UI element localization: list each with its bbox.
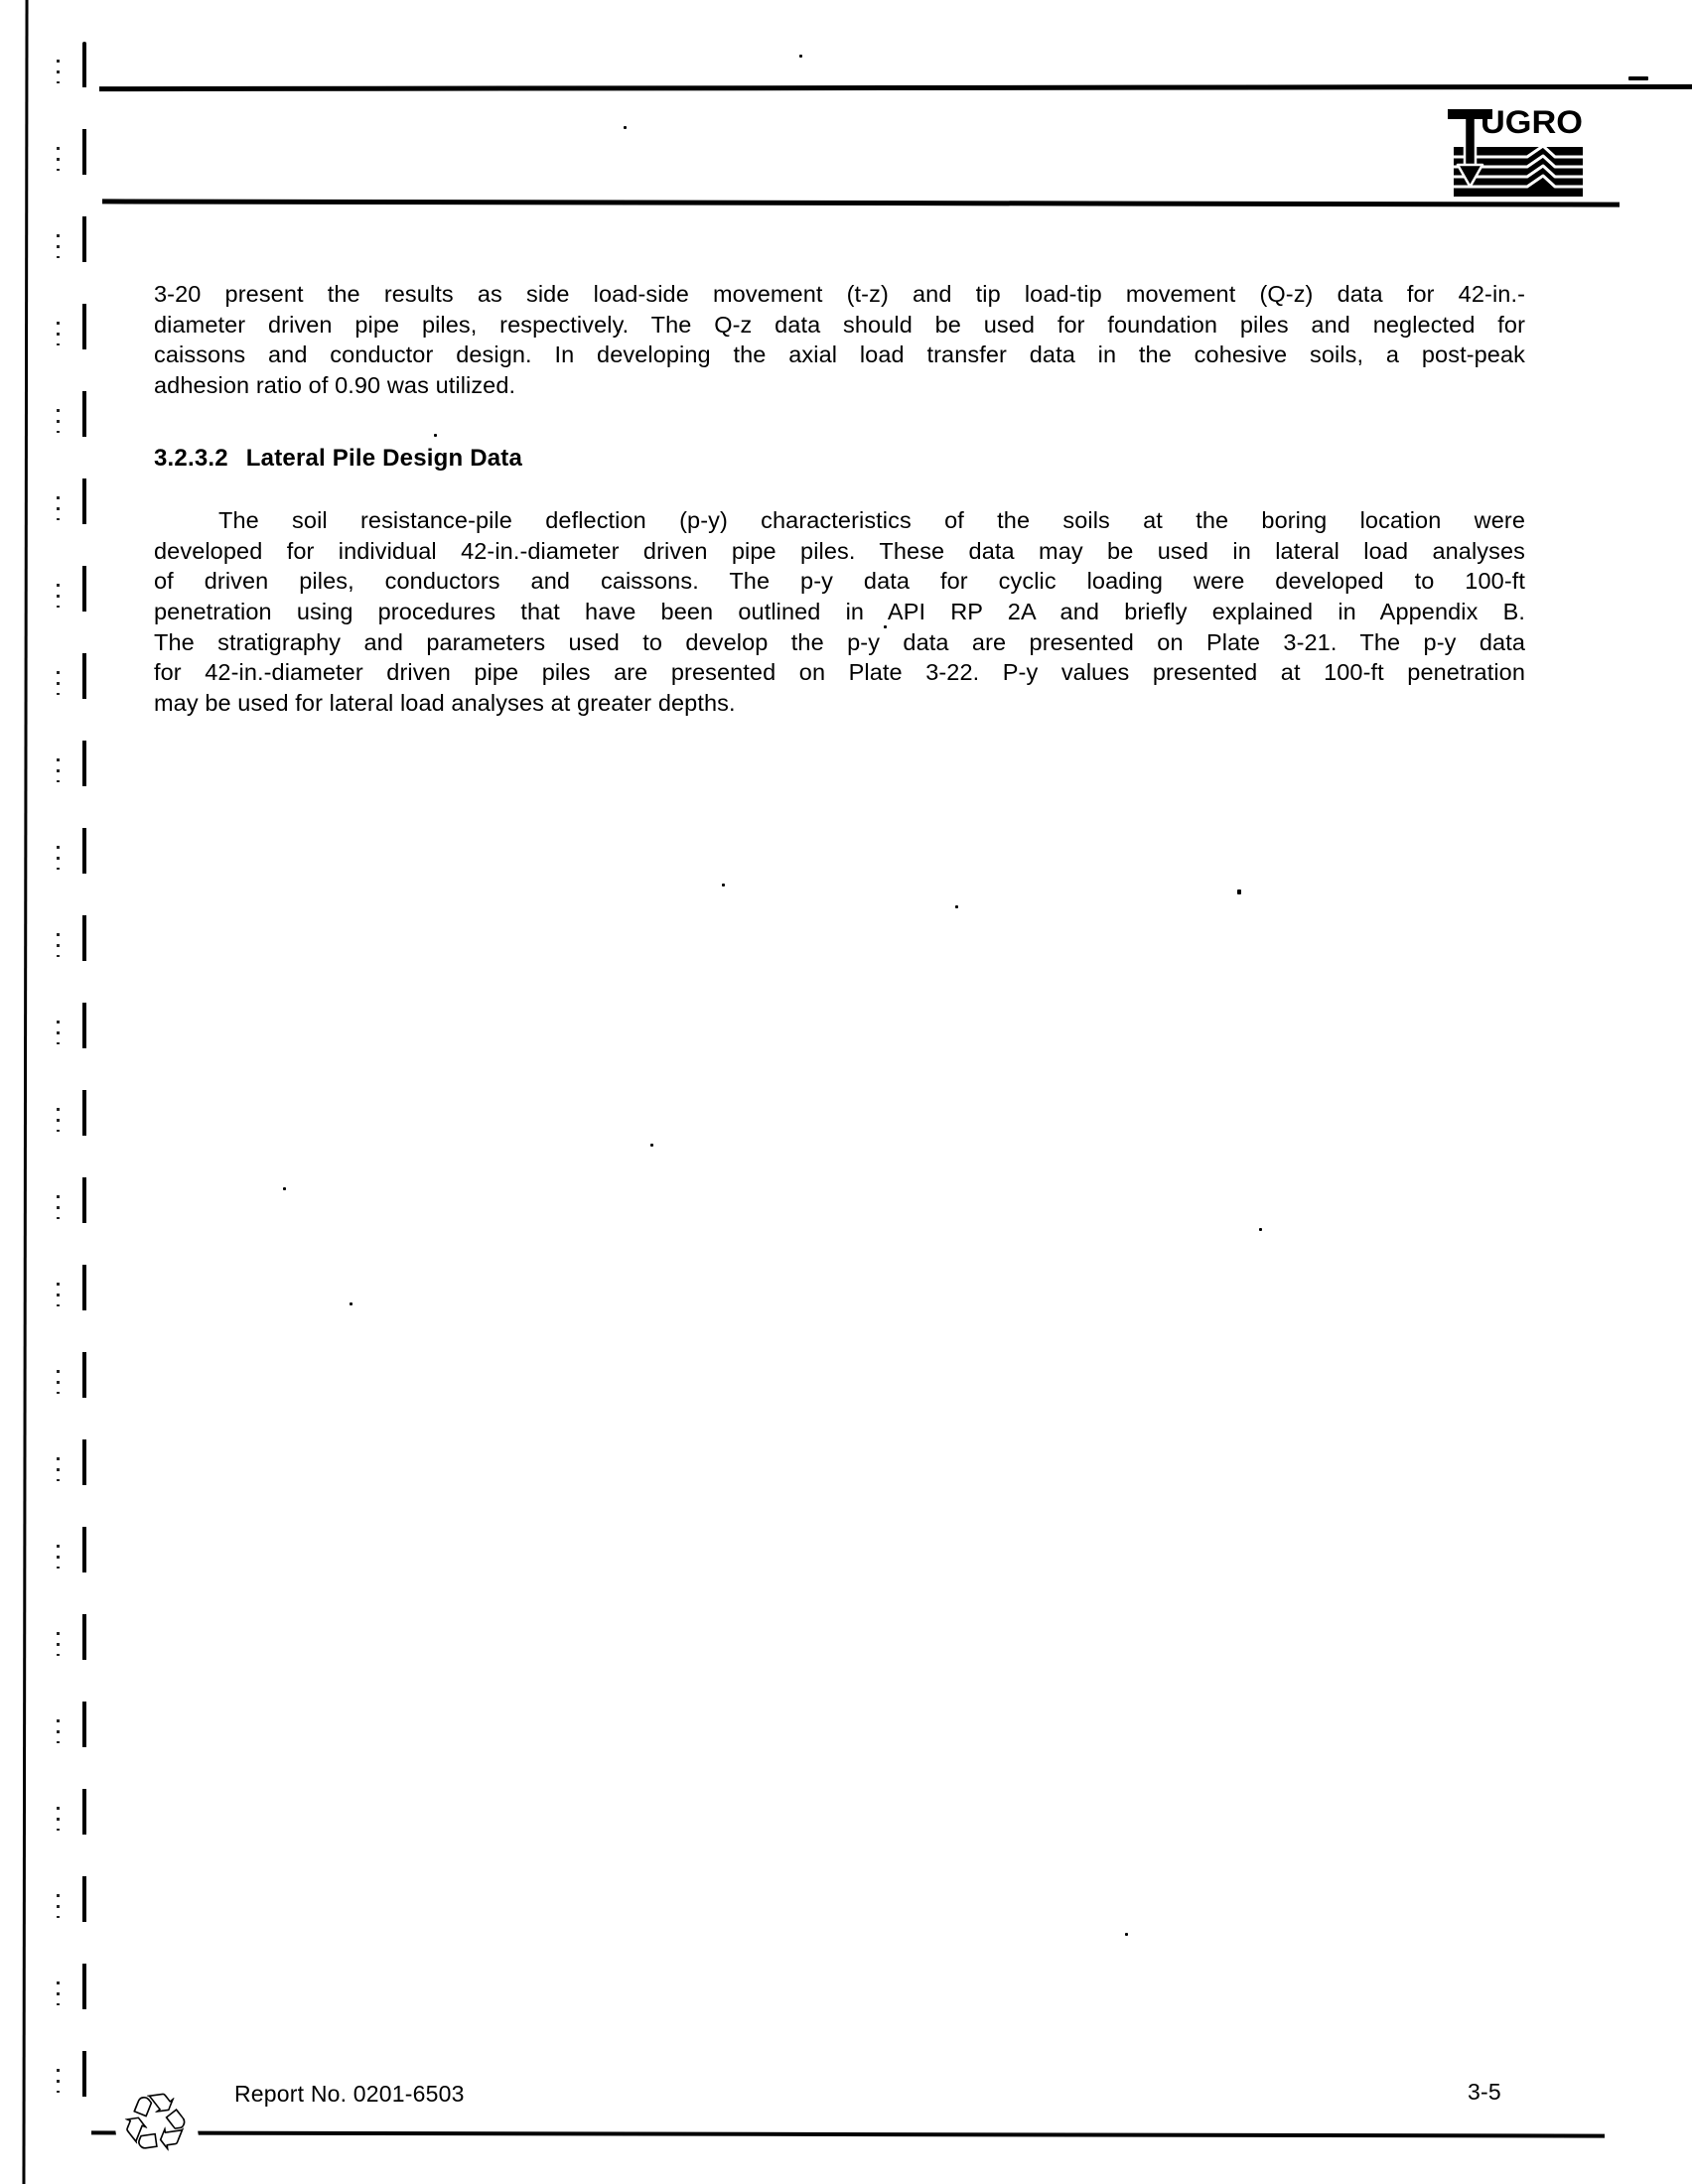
paragraph-line: The stratigraphy and parameters used to develop the p-y data are presented on Plate 3-21. The p-y data — [154, 628, 1525, 655]
footer-rule — [91, 2130, 1605, 2137]
header-rule-top — [99, 84, 1692, 91]
paragraph-1 — [154, 279, 1525, 401]
scan-speck — [624, 126, 627, 129]
scan-dot-marks — [57, 60, 60, 2124]
report-number: Report No. 0201-6503 — [234, 2081, 465, 2107]
header-rule-bottom — [102, 199, 1620, 206]
paragraph-2 — [154, 505, 1525, 719]
scan-bracket-marks — [82, 42, 86, 2136]
paragraph-line: 3-20 present the results as side load-side movement (t-z) and tip load-tip movement (Q-z) data for 42-in.- — [154, 281, 1525, 307]
paragraph-line: adhesion ratio of 0.90 was utilized. — [154, 372, 516, 399]
scan-speck — [799, 55, 802, 58]
scan-speck — [1628, 76, 1648, 80]
section-number: 3.2.3.2 — [154, 445, 228, 472]
fugro-logo-graphic — [1448, 105, 1587, 200]
paragraph-line: diameter driven pipe piles, respectively. The Q-z data should be used for foundation piles and neglected for — [154, 311, 1525, 338]
logo-wordmark: UGRO — [1480, 105, 1583, 140]
scan-speck — [350, 1302, 352, 1305]
scan-speck — [1237, 889, 1241, 894]
paragraph-line: for 42-in.-diameter driven pipe piles are presented on Plate 3-22. P-y values presented at 100-ft penetration — [154, 659, 1525, 686]
scan-speck — [434, 434, 437, 437]
scan-edge-line — [22, 0, 28, 2184]
paragraph-line: caissons and conductor design. In developing the axial load transfer data in the cohesive soils, a post-peak — [154, 341, 1525, 368]
scan-speck — [283, 1187, 286, 1190]
paragraph-line: of driven piles, conductors and caissons. The p-y data for cyclic loading were developed to 100-ft — [154, 568, 1525, 595]
recycle-icon: ♲ — [109, 2076, 202, 2175]
section-title: Lateral Pile Design Data — [245, 445, 523, 472]
paragraph-line: may be used for lateral load analyses at greater depths. — [154, 690, 736, 717]
section-heading — [154, 445, 522, 473]
scan-speck — [722, 884, 725, 887]
scan-speck — [1259, 1228, 1262, 1231]
fugro-logo — [1448, 105, 1587, 200]
paragraph-line: The soil resistance-pile deflection (p-y) characteristics of the soils at the boring location were — [218, 507, 1525, 533]
paragraph-line: penetration using procedures that have been outlined in API RP 2A and briefly explained in Appendix B. — [154, 599, 1525, 625]
scan-speck — [955, 905, 958, 908]
scan-speck — [1125, 1933, 1128, 1936]
page-number: 3-5 — [1468, 2079, 1501, 2105]
scan-speck — [650, 1144, 653, 1147]
paragraph-line: developed for individual 42-in.-diameter driven pipe piles. These data may be used in lateral load analyses — [154, 537, 1525, 564]
